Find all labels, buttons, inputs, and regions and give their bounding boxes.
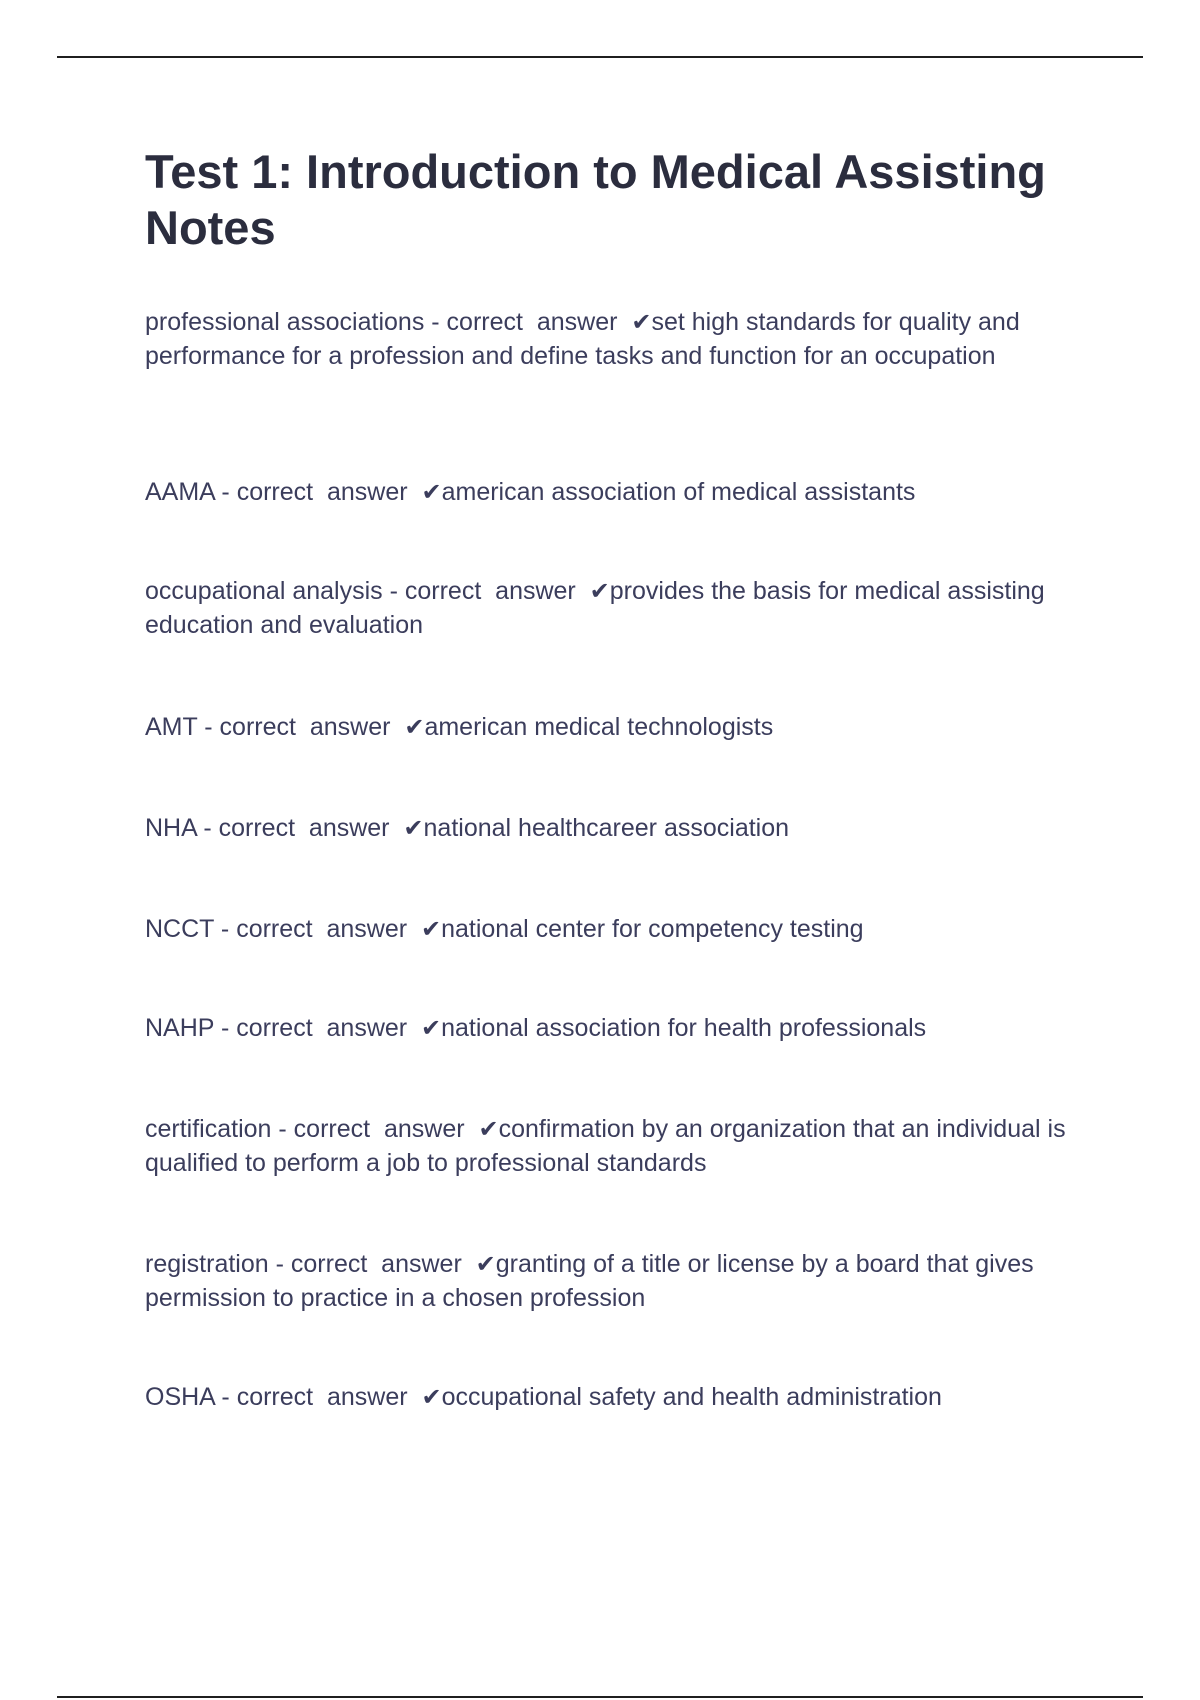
entry-professional-associations <box>145 305 1075 373</box>
checkmark-icon: ✔ <box>403 814 424 842</box>
entry-term: registration <box>145 1250 269 1278</box>
entry-definition: occupational safety and health administration <box>441 1383 942 1411</box>
entry-term: AMT <box>145 713 198 741</box>
checkmark-icon: ✔ <box>421 1014 442 1042</box>
checkmark-icon: ✔ <box>421 1383 442 1411</box>
entry-definition: national center for competency testing <box>441 915 864 943</box>
entry-term: AAMA <box>145 478 215 506</box>
entry-definition: confirmation by an organization that an individual is qualified to perform a job to professional standards <box>145 1115 1066 1177</box>
entry-separator: - correct answer <box>214 1014 422 1042</box>
entry-term: professional associations <box>145 308 425 336</box>
entry-separator: - correct answer <box>196 814 404 842</box>
entry-separator: - correct answer <box>382 577 590 605</box>
entry-registration <box>145 1247 1075 1315</box>
checkmark-icon: ✔ <box>631 308 652 336</box>
entry-separator: - correct answer <box>424 308 632 336</box>
entry-nahp <box>145 1011 1075 1045</box>
entry-osha <box>145 1380 1075 1414</box>
entry-term: certification <box>145 1115 272 1143</box>
entry-separator: - correct answer <box>214 478 422 506</box>
checkmark-icon: ✔ <box>589 577 610 605</box>
entry-definition: national healthcareer association <box>423 814 790 842</box>
entry-nha <box>145 811 1075 845</box>
entry-aama <box>145 475 1075 509</box>
entry-amt <box>145 710 1075 744</box>
entry-term: occupational analysis <box>145 577 383 605</box>
entry-definition: national association for health professionals <box>441 1014 927 1042</box>
entry-definition: american association of medical assistants <box>441 478 916 506</box>
entry-certification <box>145 1112 1075 1180</box>
entry-term: NAHP <box>145 1014 215 1042</box>
bottom-divider <box>57 1696 1143 1698</box>
entry-definition: provides the basis for medical assisting education and evaluation <box>145 577 1045 639</box>
entry-separator: - correct answer <box>271 1115 479 1143</box>
top-divider <box>57 56 1143 58</box>
checkmark-icon: ✔ <box>478 1115 499 1143</box>
entry-separator: - correct answer <box>197 713 405 741</box>
entry-term: NCCT <box>145 915 214 943</box>
entry-definition: set high standards for quality and performance for a profession and define tasks and function for an occupation <box>145 308 1020 370</box>
checkmark-icon: ✔ <box>420 915 442 943</box>
entry-ncct <box>145 912 1075 946</box>
entry-term: NHA <box>145 814 197 842</box>
page-title: Test 1: Introduction to Medical Assisting Notes <box>145 145 1046 254</box>
entry-separator: - correct answer <box>268 1250 476 1278</box>
entry-separator: - correct answer <box>213 915 421 943</box>
entry-occupational-analysis <box>145 574 1075 642</box>
entry-definition: american medical technologists <box>424 713 774 741</box>
checkmark-icon: ✔ <box>475 1250 496 1278</box>
entry-definition: granting of a title or license by a board that gives permission to practice in a chosen profession <box>145 1250 1034 1312</box>
entry-separator: - correct answer <box>214 1383 422 1411</box>
checkmark-icon: ✔ <box>404 713 425 741</box>
entry-term: OSHA <box>145 1383 215 1411</box>
checkmark-icon: ✔ <box>421 478 442 506</box>
